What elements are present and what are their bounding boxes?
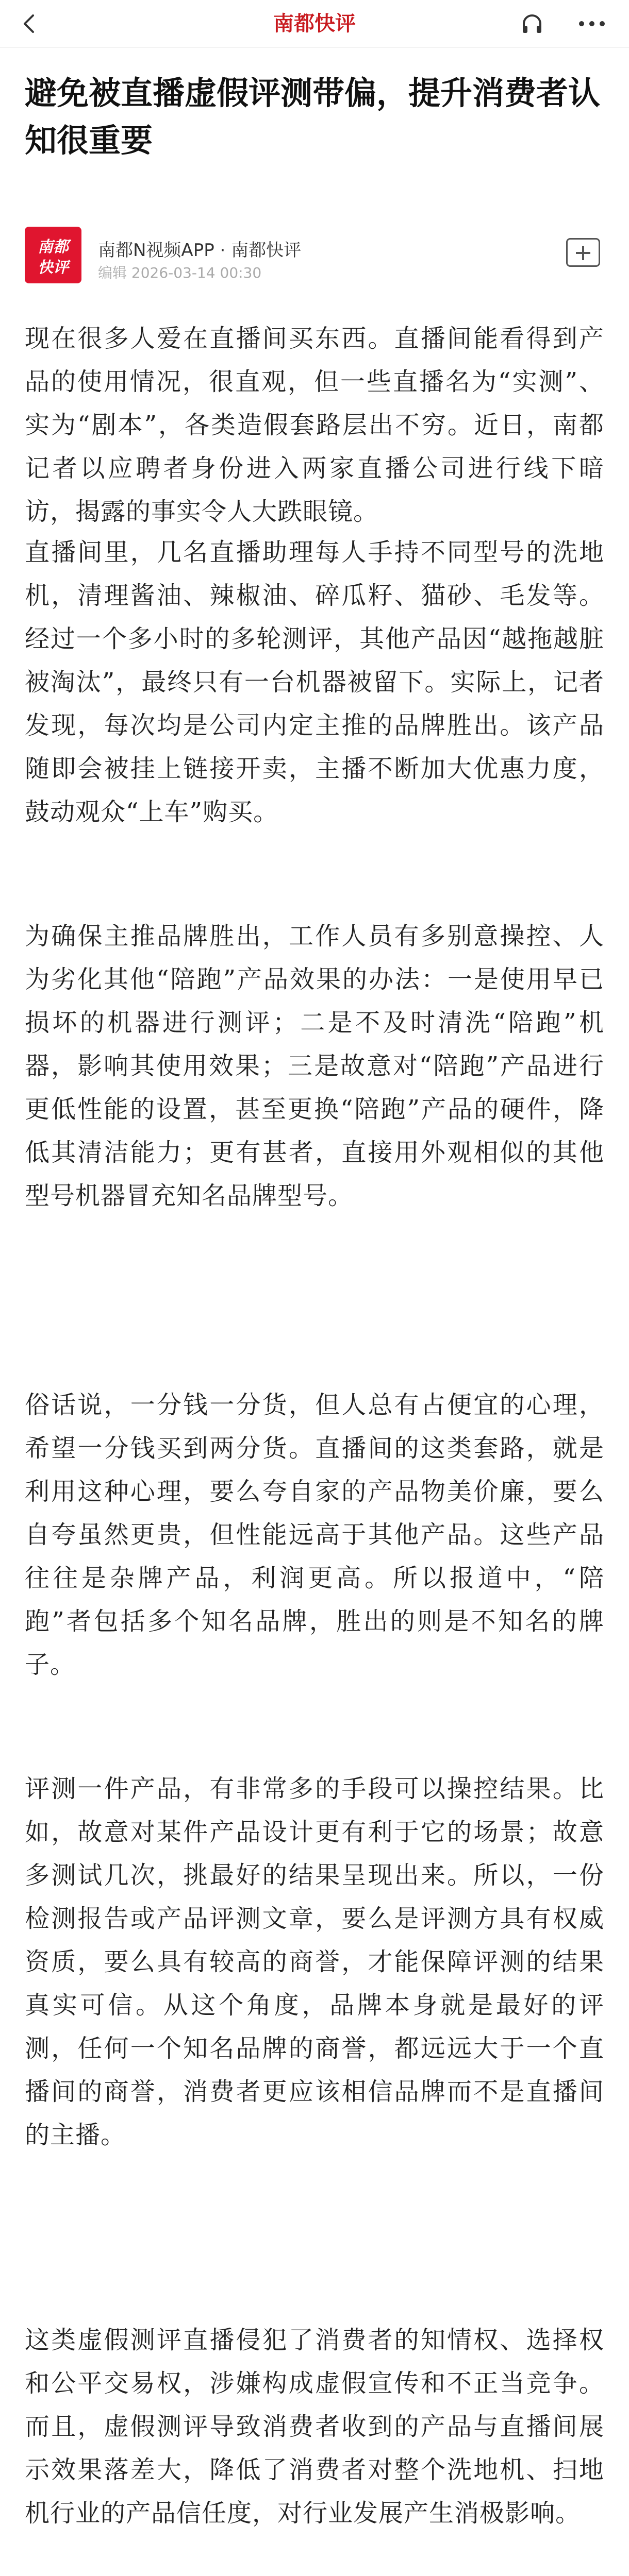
source-row [25, 227, 604, 289]
article-paragraph: 直播间里，几名直播助理每人手持不同型号的洗地机，清理酱油、辣椒油、碎瓜籽、猫砂、毛发等。经过一个多小时的多轮测评，其他产品因“越拖越脏被淘汰”，最终只有一台机器被留下。实际上，记者发现，每次均是公司内定主推的品牌胜出。该产品随即会被挂上链接开卖，主播不断加大优惠力度，鼓动观众“上车”购买。 [25, 538, 604, 826]
article-paragraph: 现在很多人爱在直播间买东西。直播间能看得到产品的使用情况，很直观，但一些直播名为“实测”、实为“剧本”，各类造假套路层出不穷。近日，南都记者以应聘者身份进入两家直播公司进行线下暗访，揭露的事实令人大跌眼镜。 [25, 324, 604, 526]
logo-text-line1: 南都 [38, 238, 69, 256]
publish-time: 编辑 2026-03-14 00:30 [98, 264, 262, 281]
source-name[interactable]: 南都N视频APP · 南都快评 [98, 240, 302, 261]
channel-title: 南都快评 [273, 12, 356, 36]
article-paragraph: 这类虚假测评直播侵犯了消费者的知情权、选择权和公平交易权，涉嫌构成虚假宣传和不正当竞争。而且，虚假测评导致消费者收到的产品与直播间展示效果落差大，降低了消费者对整个洗地机、扫地机行业的产品信任度，对行业发展产生消极影响。 [25, 2326, 604, 2528]
article-paragraph: 为确保主推品牌胜出，工作人员有多别意操控、人为劣化其他“陪跑”产品效果的办法：一是使用早已损坏的机器进行测评；二是不及时清洗“陪跑”机器，影响其使用效果；三是故意对“陪跑”产品进行更低性能的设置，甚至更换“陪跑”产品的硬件，降低其清洁能力；更有甚者，直接用外观相似的其他型号机器冒充知名品牌型号。 [25, 922, 604, 1210]
source-logo[interactable] [25, 227, 81, 283]
article-paragraph: 俗话说，一分钱一分货，但人总有占便宜的心理，希望一分钱买到两分货。直播间的这类套路，就是利用这种心理，要么夸自家的产品物美价廉，要么自夸虽然更贵，但性能远高于其他产品。这些产品往往是杂牌产品，利润更高。所以报道中，“陪跑”者包括多个知名品牌，胜出的则是不知名的牌子。 [25, 1391, 604, 1679]
logo-text-line2: 快评 [38, 259, 69, 277]
article-headline: 避免被直播虚假评测带偏，提升消费者认知很重要 [25, 74, 601, 159]
headphones-icon[interactable] [521, 12, 543, 35]
more-options-icon[interactable] [576, 12, 607, 35]
follow-add-button[interactable] [566, 238, 600, 267]
top-nav-bar [0, 0, 629, 48]
article-paragraph: 评测一件产品，有非常多的手段可以操控结果。比如，故意对某件产品设计更有利于它的场景；故意多测试几次，挑最好的结果呈现出来。所以，一份检测报告或产品评测文章，要么是评测方具有权威资质，要么具有较高的商誉，才能保障评测的结果真实可信。从这个角度，品牌本身就是最好的评测，任何一个知名品牌的商誉，都远远大于一个直播间的商誉，消费者更应该相信品牌而不是直播间的主播。 [25, 1774, 604, 2149]
